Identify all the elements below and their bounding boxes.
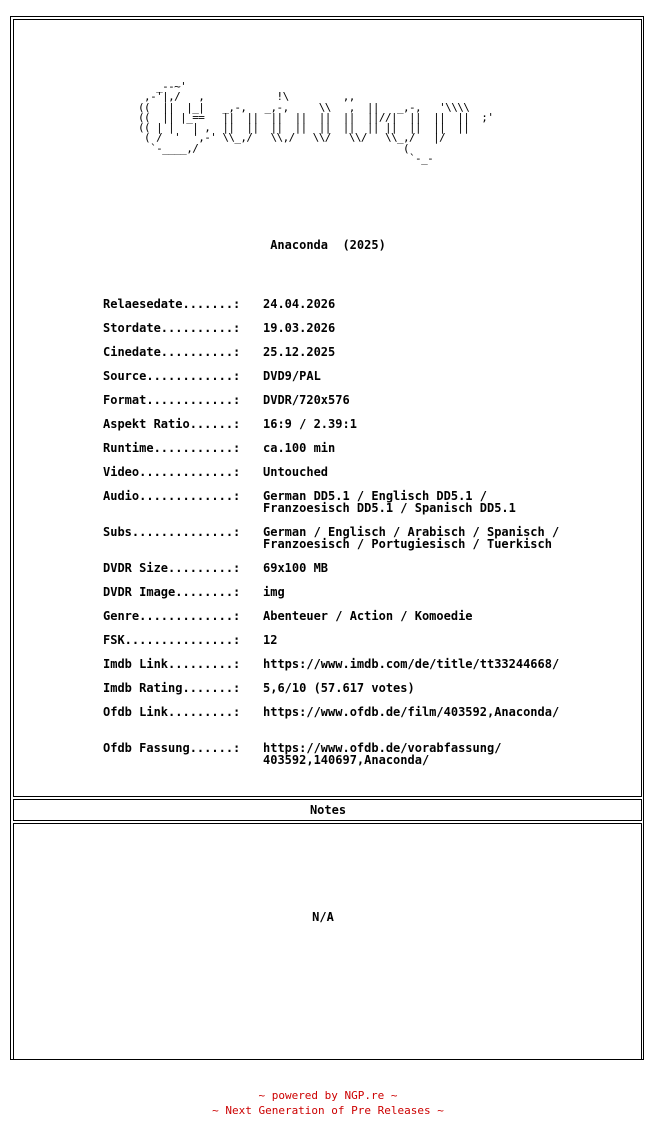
- detail-value: 25.12.2025: [263, 345, 336, 359]
- detail-label: Genre.............:: [103, 609, 241, 623]
- detail-row: [103, 658, 623, 670]
- detail-value: 69x100 MB: [263, 561, 329, 575]
- detail-label: Audio.............:: [103, 489, 241, 503]
- notes-text: N/A: [312, 910, 334, 924]
- detail-value: DVD9/PAL: [263, 369, 321, 383]
- detail-label: Cinedate..........:: [103, 345, 241, 359]
- detail-label: Runtime...........:: [103, 441, 241, 455]
- detail-row: [103, 490, 623, 514]
- detail-label: Stordate..........:: [103, 321, 241, 335]
- detail-value: German / Englisch / Arabisch / Spanisch / Franzoesisch / Portugiesisch / Tuerkisch: [263, 525, 560, 551]
- detail-row: [103, 562, 623, 574]
- detail-value: img: [263, 585, 285, 599]
- detail-value: German DD5.1 / Englisch DD5.1 / Franzoesisch DD5.1 / Spanisch DD5.1: [263, 489, 516, 515]
- detail-label: Format............:: [103, 393, 241, 407]
- detail-row: [103, 394, 623, 406]
- detail-row: [103, 346, 623, 358]
- details-list: [103, 298, 623, 766]
- detail-value: 19.03.2026: [263, 321, 336, 335]
- notes-heading: Notes: [309, 803, 347, 817]
- detail-value: https://www.ofdb.de/vorabfassung/ 403592,140697,Anaconda/: [263, 741, 502, 767]
- detail-row: [103, 322, 623, 334]
- detail-label: Imdb Rating.......:: [103, 681, 241, 695]
- detail-value: https://www.ofdb.de/film/403592,Anaconda/: [263, 705, 560, 719]
- detail-row: [103, 634, 623, 646]
- detail-value: 16:9 / 2.39:1: [263, 417, 357, 431]
- detail-row: [103, 682, 623, 694]
- detail-row: [103, 466, 623, 478]
- detail-value: 5,6/10 (57.617 votes): [263, 681, 415, 695]
- detail-value: ca.100 min: [263, 441, 336, 455]
- detail-row: [103, 526, 623, 550]
- detail-label: Ofdb Fassung......:: [103, 741, 241, 755]
- detail-row: [103, 370, 623, 382]
- detail-label: DVDR Size.........:: [103, 561, 241, 575]
- detail-value: https://www.imdb.com/de/title/tt33244668/: [263, 657, 560, 671]
- detail-row: [103, 298, 623, 310]
- detail-label: Aspekt Ratio......:: [103, 417, 241, 431]
- ascii-logo: _--~' ,-'|,/ , !\ ,, (( || |_| _,-, _,-, \\ , || _,-, '\\\\ (( || |_== || || || || || || ||//| || || || ;' (( | | | , || || || || || || || || || || || ( / ' ',-' \\_,/ \\,/ \\/ \\/ \\_,/ |/ `-____,/ ( `-_-: [138, 80, 494, 166]
- detail-value: 12: [263, 633, 278, 647]
- detail-row: [103, 418, 623, 430]
- detail-row: [103, 742, 623, 766]
- notes-panel: [13, 823, 642, 1060]
- detail-row: [103, 442, 623, 454]
- detail-value: 24.04.2026: [263, 297, 336, 311]
- footer: [0, 1088, 656, 1118]
- detail-label: Imdb Link.........:: [103, 657, 241, 671]
- detail-label: Video.............:: [103, 465, 241, 479]
- detail-value: Untouched: [263, 465, 329, 479]
- detail-row: [103, 706, 623, 718]
- release-title: Anaconda (2025): [270, 238, 386, 252]
- footer-powered-by: ~ powered by NGP.re ~: [258, 1089, 398, 1102]
- detail-row: [103, 610, 623, 622]
- detail-label: Subs..............:: [103, 525, 241, 539]
- detail-value: Abenteuer / Action / Komoedie: [263, 609, 473, 623]
- detail-label: Relaesedate.......:: [103, 297, 241, 311]
- detail-label: Ofdb Link.........:: [103, 705, 241, 719]
- detail-label: Source............:: [103, 369, 241, 383]
- detail-row: [103, 586, 623, 598]
- detail-label: DVDR Image........:: [103, 585, 241, 599]
- detail-value: DVDR/720x576: [263, 393, 350, 407]
- footer-tagline: ~ Next Generation of Pre Releases ~: [212, 1104, 444, 1117]
- detail-label: FSK...............:: [103, 633, 241, 647]
